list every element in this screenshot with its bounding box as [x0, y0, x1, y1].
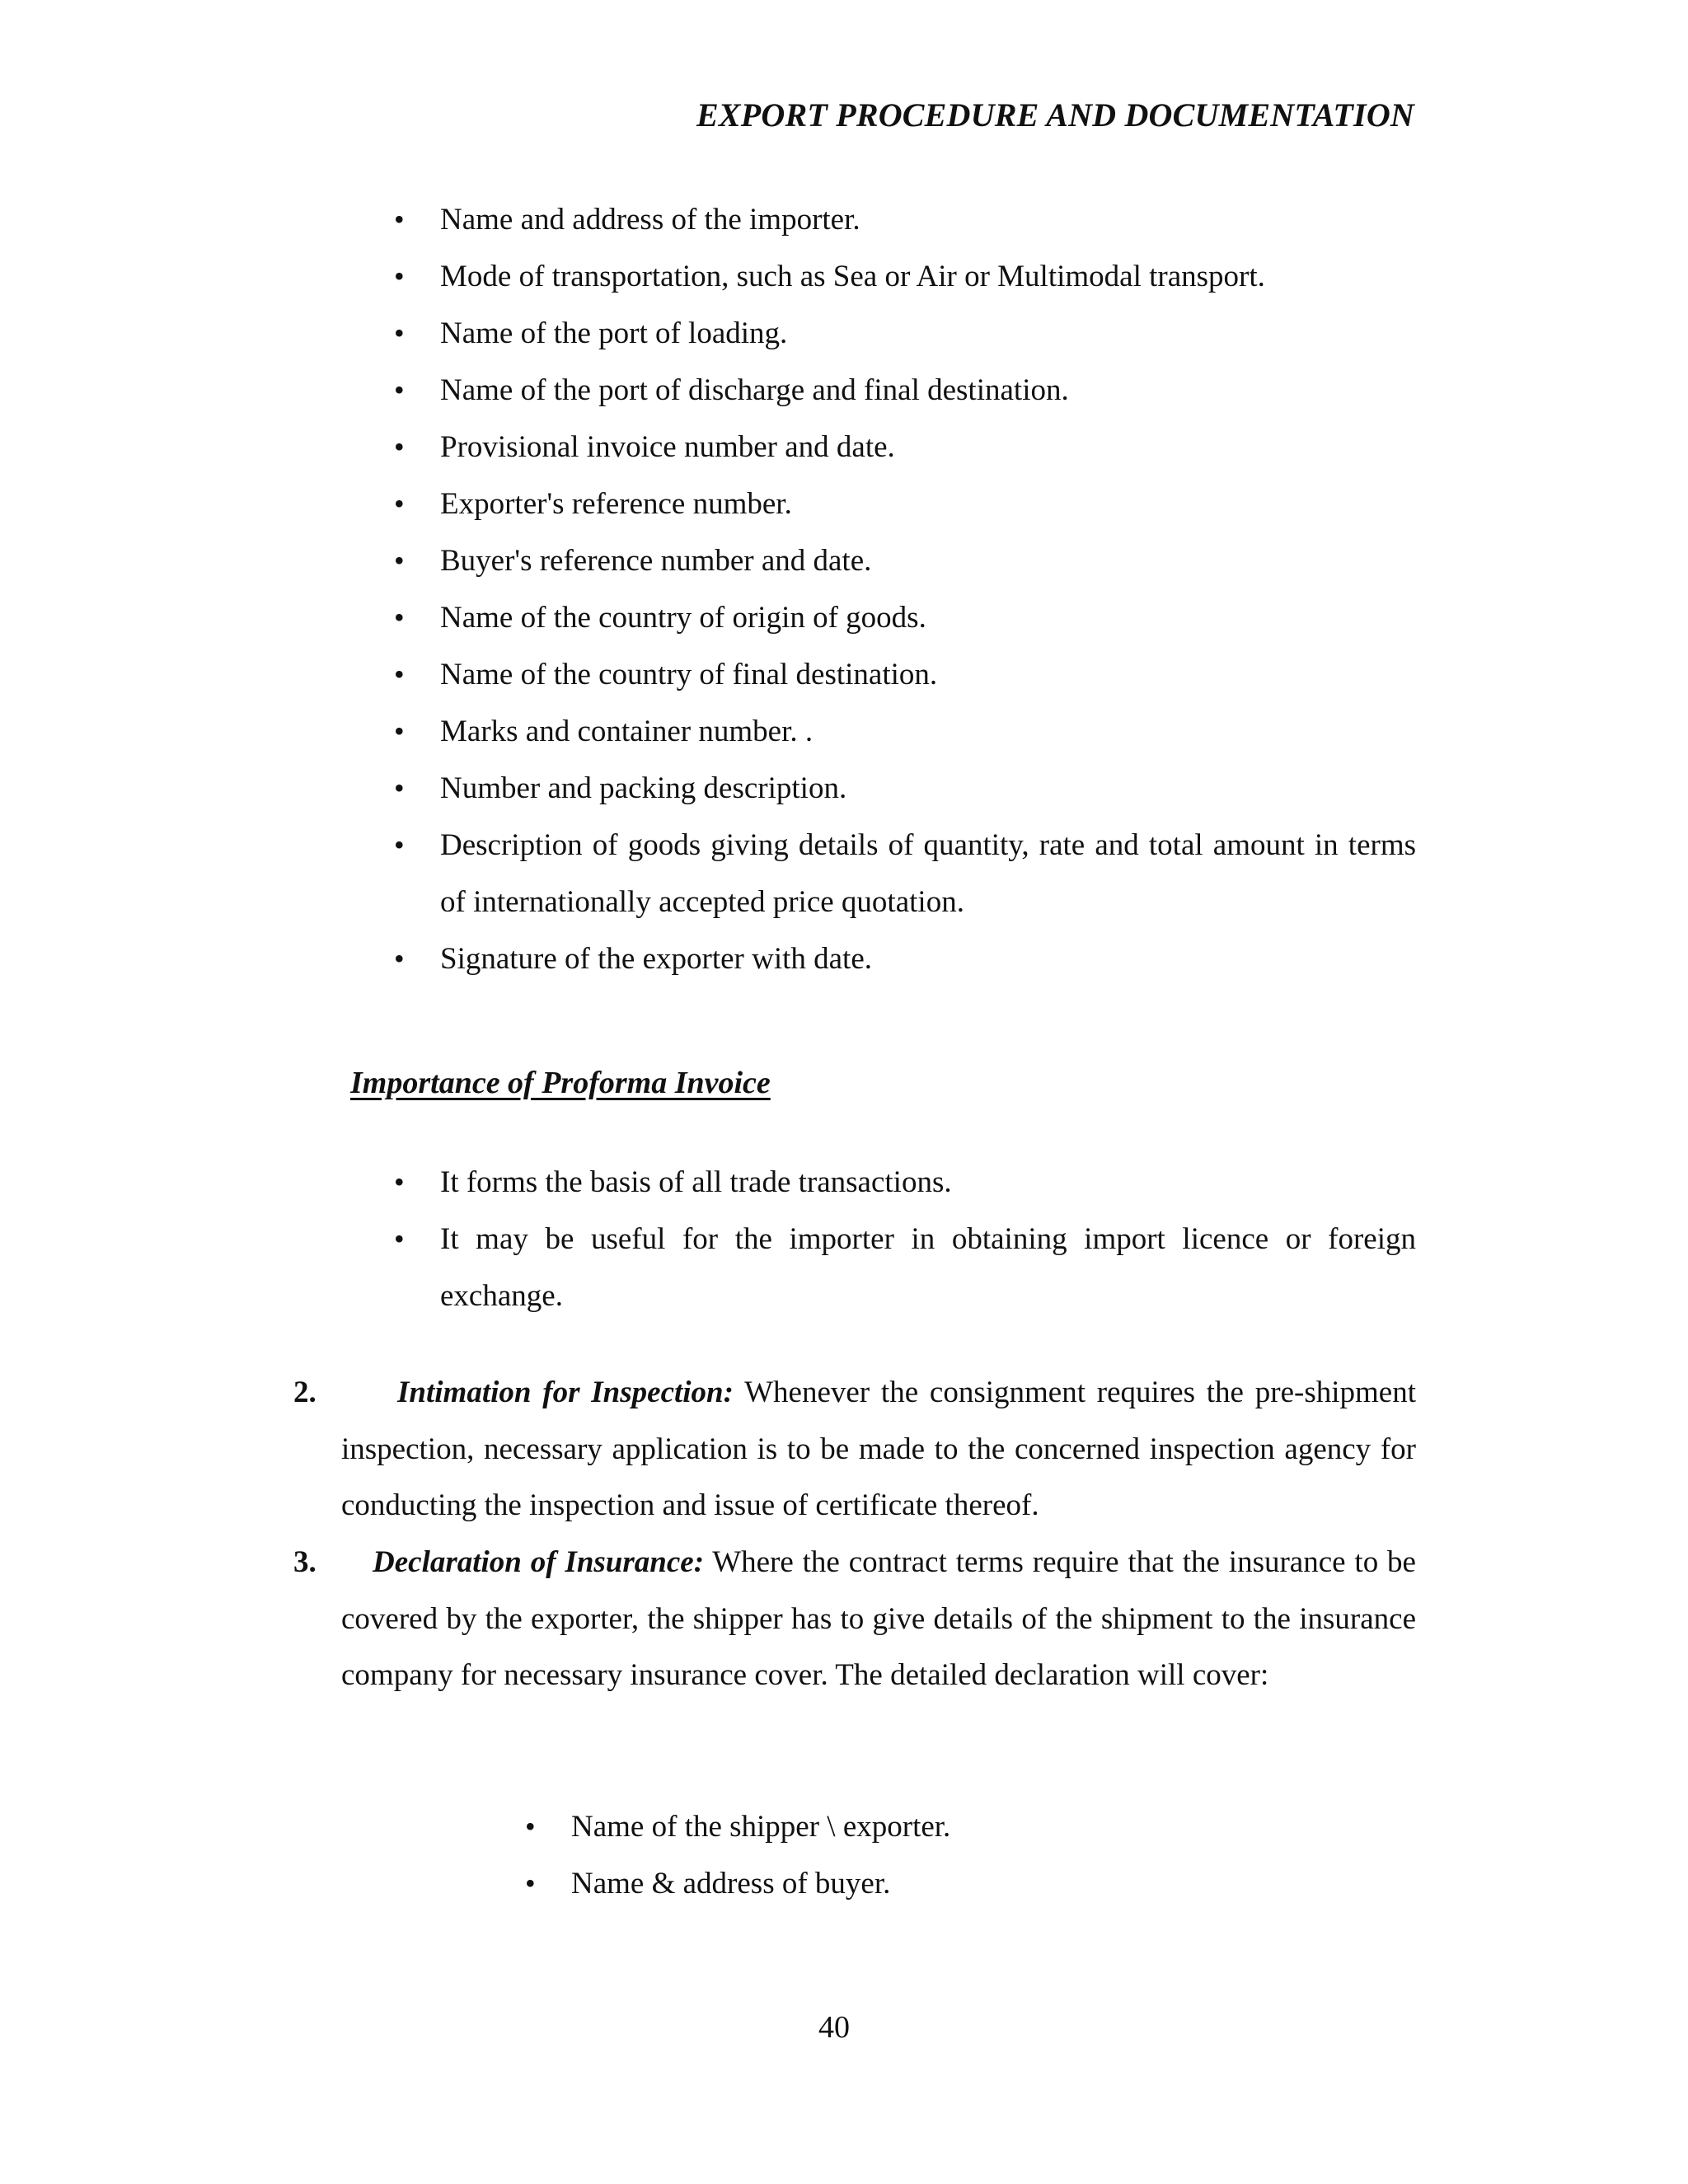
- item-number: 3.: [293, 1545, 316, 1579]
- list-item: • Name of the country of origin of goods.: [440, 589, 1416, 646]
- list-item: • Name and address of the importer.: [440, 191, 1416, 248]
- bullet-icon: •: [525, 1867, 536, 1900]
- bullet-icon: •: [394, 430, 405, 463]
- bullet-icon: •: [394, 203, 405, 236]
- list-item: • It forms the basis of all trade transactions.: [440, 1154, 1416, 1211]
- item-body: [341, 1365, 1416, 1535]
- item-lead: Intimation for Inspection:: [397, 1376, 734, 1409]
- running-header: EXPORT PROCEDURE AND DOCUMENTATION: [696, 96, 1414, 134]
- insurance-declaration-list: [525, 1798, 1412, 1912]
- list-item: • Marks and container number. .: [440, 703, 1416, 760]
- numbered-item-intimation-for-inspection: [293, 1365, 1416, 1535]
- list-item: • Name & address of buyer.: [571, 1855, 1412, 1912]
- item-body: [341, 1535, 1416, 1704]
- bullet-icon: •: [394, 828, 405, 861]
- list-item: • Name of the port of discharge and final destination.: [440, 362, 1416, 419]
- item-number: 2.: [293, 1376, 316, 1409]
- bullet-icon: •: [394, 1165, 405, 1198]
- numbered-item-declaration-of-insurance: [293, 1535, 1416, 1704]
- item-text: Where the contract terms require that the insurance to be covered by the exporter, the shipper has to give details of the shipment to the insurance company for necessary insurance cover. The detailed declaration will cover:: [341, 1545, 1416, 1692]
- list-item: • Name of the port of loading.: [440, 305, 1416, 362]
- list-item: • Buyer's reference number and date.: [440, 532, 1416, 589]
- item-lead: Declaration of Insurance:: [373, 1545, 705, 1579]
- bullet-icon: •: [394, 942, 405, 975]
- bullet-icon: •: [394, 715, 405, 748]
- list-item: • Signature of the exporter with date.: [440, 930, 1416, 987]
- list-item: • Description of goods giving details of quantity, rate and total amount in terms of internationally accepted price quotation.: [440, 817, 1416, 930]
- list-item: • Exporter's reference number.: [440, 476, 1416, 532]
- bullet-icon: •: [394, 316, 405, 349]
- list-item: • Provisional invoice number and date.: [440, 419, 1416, 476]
- bullet-icon: •: [394, 260, 405, 293]
- bullet-icon: •: [394, 601, 405, 634]
- importance-list: [394, 1154, 1416, 1324]
- bullet-icon: •: [394, 658, 405, 691]
- section-heading: Importance of Proforma Invoice: [350, 1066, 771, 1100]
- proforma-invoice-contents-list: [394, 191, 1416, 987]
- list-item: • It may be useful for the importer in obtaining import licence or foreign exchange.: [440, 1211, 1416, 1324]
- bullet-icon: •: [394, 373, 405, 406]
- list-item: • Name of the country of final destination.: [440, 646, 1416, 703]
- list-item: • Mode of transportation, such as Sea or Air or Multimodal transport.: [440, 248, 1416, 305]
- bullet-icon: •: [394, 1222, 405, 1255]
- item-text: Whenever the consignment requires the pre-shipment inspection, necessary application is to be made to the concerned inspection agency for conducting the inspection and issue of certificate thereof.: [341, 1376, 1416, 1522]
- page-number: 40: [818, 2010, 850, 2045]
- bullet-icon: •: [394, 771, 405, 804]
- bullet-icon: •: [394, 544, 405, 577]
- list-item: • Number and packing description.: [440, 760, 1416, 817]
- bullet-icon: •: [394, 487, 405, 520]
- list-item: • Name of the shipper \ exporter.: [571, 1798, 1412, 1855]
- bullet-icon: •: [525, 1810, 536, 1843]
